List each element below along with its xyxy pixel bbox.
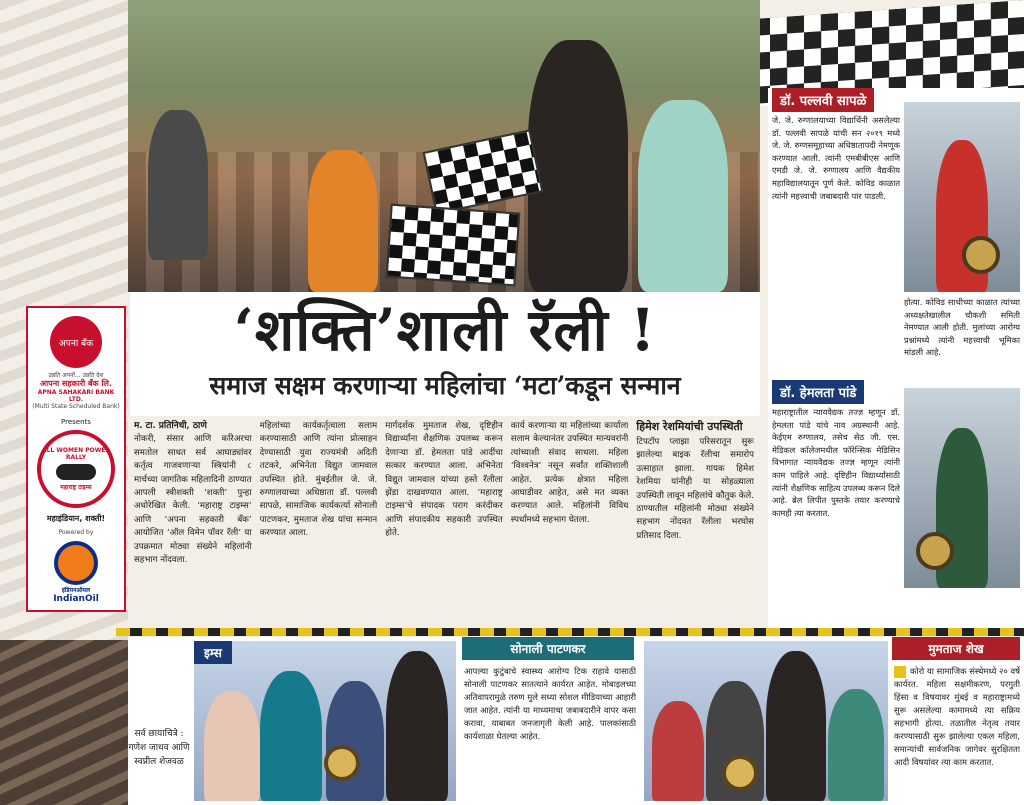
checkered-flag (386, 204, 521, 287)
award-plaque (324, 745, 360, 781)
award-photo-2 (644, 641, 888, 801)
apna-bank-logo: अपना बँक (50, 316, 102, 368)
profile-photo (904, 388, 1020, 588)
indianoil-hindi: इंडियनऑयल (61, 586, 91, 594)
rally-tagline: महाइंडियान, शक्ती! (46, 514, 106, 524)
person-figure (766, 651, 826, 801)
award-photo-1 (194, 641, 456, 801)
profile-photo (904, 102, 1020, 292)
article-column-3 (385, 420, 503, 626)
column-subtitle: हिमेश रेशमियांची उपस्थिती (636, 420, 743, 433)
tyre-track-decoration-bottom (0, 640, 128, 805)
article-column-4 (511, 420, 629, 626)
badge-bottom-text: महाराष्ट्र टाइम्स (60, 484, 92, 492)
profile-sonali (462, 637, 638, 805)
bank-name-en: APNA SAHAKARI BANK LTD. (37, 388, 115, 403)
profile-text-content: कोरो या सामाजिक संस्थेमध्ये २० वर्षे कार्यरत. महिला सक्षमीकरण, परगुती हिंसा व विषयावर मुंबई व महाराष्ट्रामध्ये सुरू असलेल्या कामामध्ये त्या सक्रिय सहभागी होत्या. तळातील नेतृत्व तयार करण्यासाठी सुरू झालेल्या एकल महिला, समान्यांची सार्वजनिक जागेवर सुरक्षितता आदी विषयांवर त्या काम करतात. (894, 666, 1020, 767)
article-column-2 (260, 420, 378, 626)
bullet-icon (894, 666, 906, 678)
person-figure (528, 40, 628, 292)
article-text: टिपटॉप प्लाझा परिसरातून सुरू झालेल्या बाइक रॅलीचा समारोप उत्साहात झाला. गायक हिमेश रेशमिया यांनीही या सोहळ्याला उपस्थिती लावून महिलांचे कौतुक केले. ठाण्यातील महिलांनी मोठ्या संख्येने सहभाग नोंदवत रॅलीला भरघोस प्रतिसाद दिला. (636, 437, 754, 541)
article-body (134, 420, 754, 626)
profile-mumtaz (892, 637, 1022, 805)
person-figure (652, 701, 704, 801)
presents-label: Presents (61, 418, 91, 427)
person-figure (386, 651, 448, 801)
award-plaque (722, 755, 758, 791)
profile-text: जे. जे. रुग्णालयाच्या विद्यार्थिनी असलेल्या डॉ. पल्लवी सापळे यांची सन २०१९ मध्ये जे. जे. रुग्णसमूहाच्या अधिष्ठातापदी नेमणूक करण्यात आली. त्यांनी एमबीबीएस आणि एमडी जे. जे. रुग्णालय आणि वैद्यकीय महाविद्यालयातून पूर्ण केले. कोविड काळात त्यांनी महत्त्वाची जबाबदारी पार पाडली. (772, 115, 900, 201)
article-column-1 (134, 420, 252, 626)
profiles-sidebar (768, 88, 1024, 628)
award-plaque (962, 236, 1000, 274)
headline-block (130, 292, 760, 416)
person-figure (308, 150, 378, 292)
powered-by-label: Powered by (58, 529, 94, 537)
person-figure (204, 691, 260, 801)
photo-credit-caption: सर्व छायाचित्रे : गणेश जाधव आणि स्वप्नील शेजवळ (128, 729, 190, 767)
profile-name: डॉ. हेमलता पांडे (772, 380, 864, 404)
bank-name: आपना सहकारी बँक लि. (39, 379, 113, 389)
article-text: कार्य करणाऱ्या या महिलांच्या कार्याला सलाम केल्यानंतर उपस्थित मान्यवरांनी त्यांच्याशी संवाद साधला. महिला ‘विश्वनेत्र’ नसून सर्वांत शक्तिशाली आहेत. प्रत्येक क्षेत्रात महिला आघाडीवर आहेत, असे मत व्यक्त करण्यात आले. महिलांनी विविध स्पर्धांमध्ये सहभाग घेतला. (510, 421, 629, 525)
person-figure (260, 671, 322, 801)
person-figure (148, 110, 208, 260)
bank-slogan: उन्नति अपनों... उन्नति देश (48, 372, 104, 379)
women-power-rally-badge (37, 430, 115, 508)
profile-name: डॉ. पल्लवी सापळे (772, 88, 874, 112)
bank-tag: (Multi State Scheduled Bank) (32, 403, 120, 411)
article-text: मार्गदर्शक मुमताज शेख, दृष्टिहीन विद्यार्थ्यांना शैक्षणिक उपलब्ध करून देणाऱ्या डॉ. हेमलता पांडे आदींचा सत्कार करण्यात आला. अभिनेता विद्युत जामवाल यांच्या हस्ते रॅलीला झेंडा दाखवण्यात आला. ‘महाराष्ट्र टाइम्स’चे संपादक पराग करंदीकर आणि संपादकीय सहकारी उपस्थित होते. (385, 421, 503, 539)
section-divider (116, 628, 1024, 636)
badge-top-text: ALL WOMEN POWER RALLY (41, 447, 111, 462)
sub-headline: समाज सक्षम करणाऱ्या महिलांचा ‘मटा’कडून सन्मान (209, 371, 681, 400)
profile-text (894, 665, 1020, 803)
profile-text: आपल्या कुटुंबाचे स्वास्थ्य आरोग्य टिक राहावे यासाठी सोनाली पाटणकर सातत्याने कार्यरत आहेत. मोबाइलच्या अतिवापरामुळे तरुण मुले सध्या सोशल मीडियाच्या आहारी जात आहेत. त्यांनी या माध्यमाचा जबाबदारीने वापर कसा करावा, याबाबत जनजागृती केली आहे. पालकांसाठी कार्यशाळा घेतल्या आहेत. (464, 666, 636, 741)
profile-text: महाराष्ट्रातील न्यायवैद्यक तज्ज्ञ म्हणून डॉ. हेमलता पांडे यांचे नाव अग्रस्थानी आहे. केईएम रुग्णालय, तसेच सेठ जी. एस. मेडिकल कॉलेजमधील फॉरेन्सिक मेडिसिन विभागात न्यायवैद्यक तज्ज्ञ म्हणून त्यांनी काम पाहिले आहे. दृष्टिहीन विद्यार्थ्यांसाठी त्यांनी शैक्षणिक साहित्य उपलब्ध करून दिले आहे. ब्रेल लिपीत पुस्तके तयार करण्याचे कामही त्या करतात. (772, 407, 900, 518)
profile-hemlata (768, 380, 1024, 620)
person-figure (638, 100, 728, 292)
profile-name: मुमताज शेख (892, 637, 1020, 660)
rally-main-photo (128, 0, 760, 292)
award-plaque (916, 532, 954, 570)
bottom-photo-strip (128, 637, 1024, 805)
person-figure (828, 689, 884, 801)
profile-name: सोनाली पाटणकर (462, 637, 634, 660)
byline: म. टा. प्रतिनिधी, ठाणे (134, 421, 207, 431)
main-headline: ‘शक्ति’शाली रॅली ! (233, 296, 657, 364)
indianoil-name: IndianOil (53, 593, 99, 604)
person-figure (326, 681, 384, 801)
article-text: नोकरी, संसार आणि करिअरचा समतोल साधत सर्व आघाड्यांवर कर्तृत्व गाजवणाऱ्या स्त्रियांनी ८ मार्चच्या जागतिक महिलादिनी ठाण्यात आपली स्त्रीशक्ती ‘शक्ती’ पुन्हा अधोरेखित केली. ‘महाराष्ट्र टाइम्स’ आणि ‘अपना सहकारी बँक’ आयोजित ‘ऑल विमेन पॉवर रॅली’ या उपक्रमात मोठ्या संख्येने महिलांनी सहभाग नोंदवला. (134, 434, 252, 566)
sponsor-ad (26, 306, 126, 612)
profile-text-continued: होत्या. कोविड साथीच्या काळात त्यांच्या अध्यक्षतेखालील चौकशी समिती नेमण्यात आली होती. मुलांच्या आरोग्य प्रश्नांमध्ये त्यांनी महत्त्वाची भूमिका मांडली आहे. (904, 297, 1020, 358)
cut-section-head: इम्स (194, 641, 232, 664)
article-text: महिलांच्या कार्यकर्तृत्वाला सलाम करण्यासाठी आणि त्यांना प्रोत्साहन देण्यासाठी युवा राज्यमंत्री अदिती तटकरे, अभिनेता विद्युत जामवाल उपस्थित होते. मुंबईतील जे. जे. रुग्णालयाच्या अधिष्ठाता डॉ. पल्लवी सापळे, सामाजिक कार्यकर्त्या सोनाली पाटणकर, मुमताज शेख यांचा सन्मान करण्यात आला. (259, 421, 378, 539)
motorbike-icon (56, 464, 96, 480)
profile-pallavi (768, 88, 1024, 378)
indianoil-logo-icon (54, 541, 98, 585)
article-column-5 (636, 420, 754, 626)
